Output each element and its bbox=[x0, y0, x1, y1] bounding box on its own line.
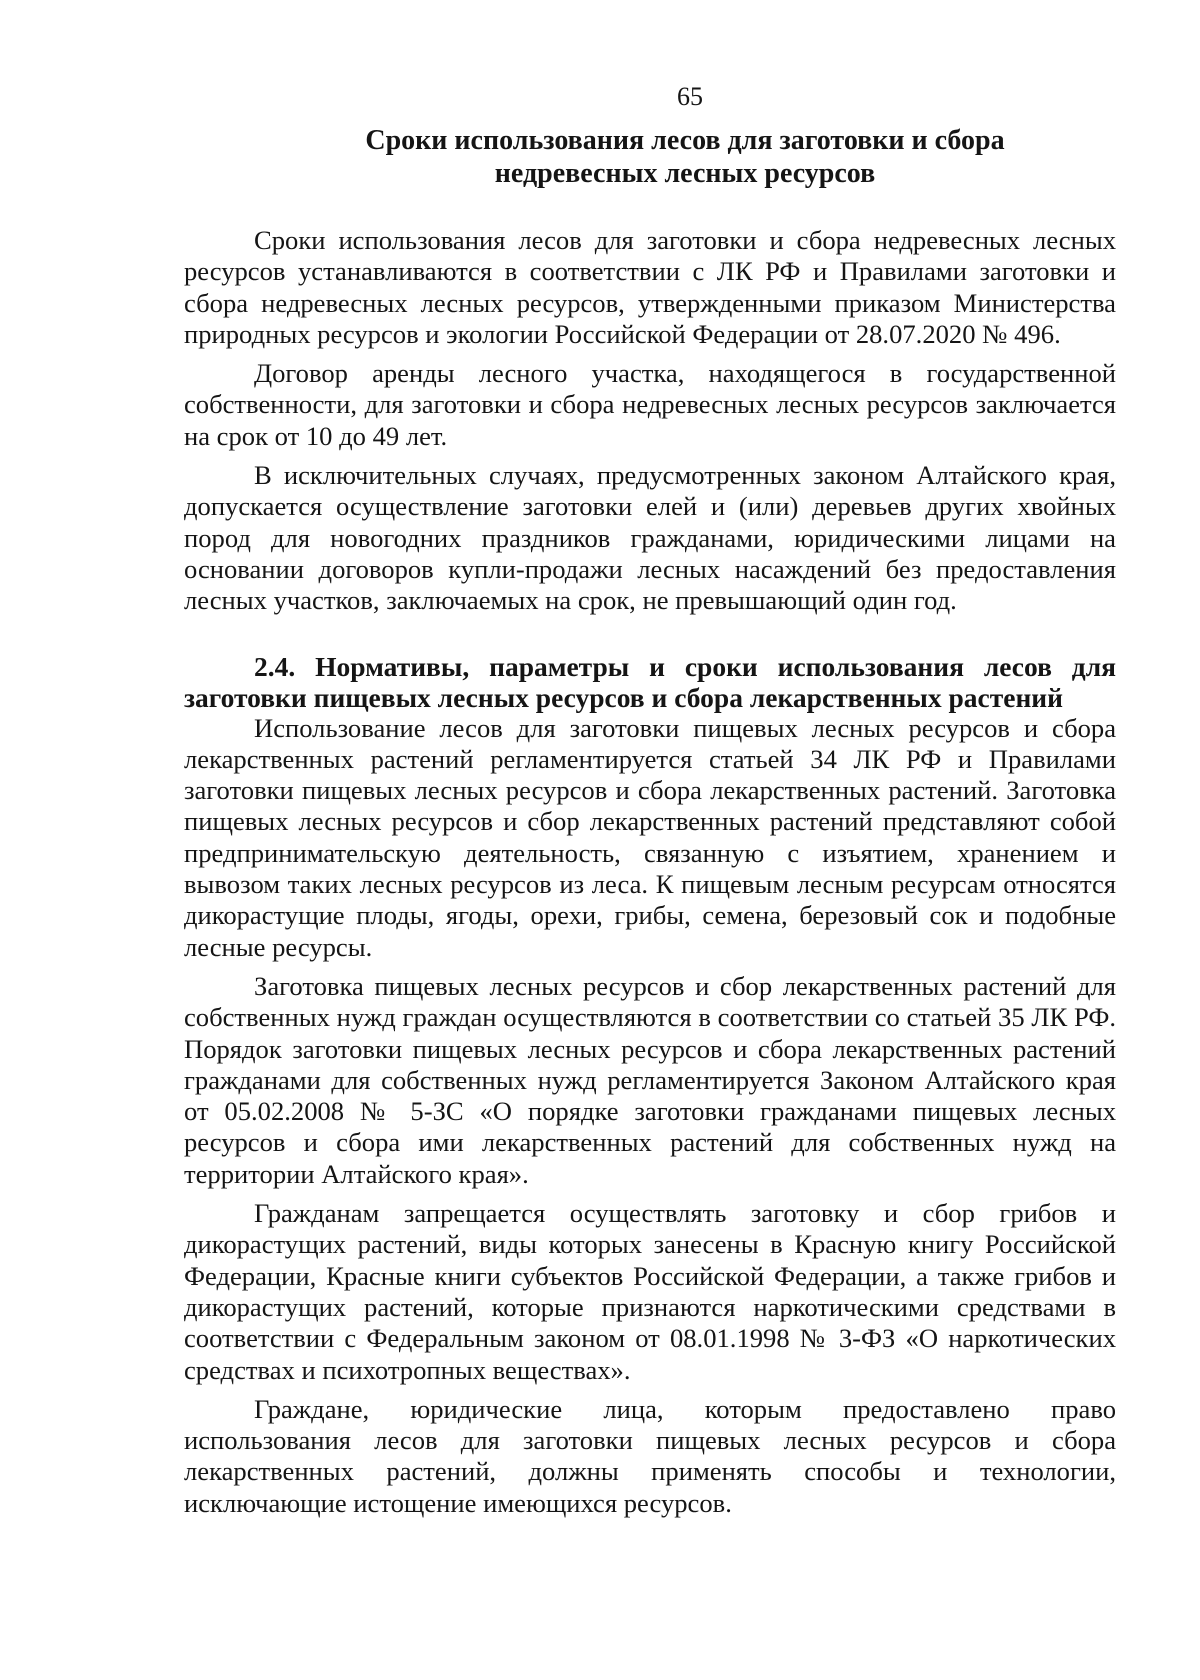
document-body bbox=[184, 225, 1116, 1519]
paragraph: Использование лесов для заготовки пищевых лесных ресурсов и сбора лекарственных растений регламентируется статьей 34 ЛК РФ и Правилами заготовки пищевых лесных ресурсов и сбора лекарственных растений. Заготовка пищевых лесных ресурсов и сбор лекарственных растений представляют собой предпринимательскую деятельность, связанную с изъятием, хранением и вывозом таких лесных ресурсов из леса. К пищевым лесным ресурсам относятся дикорастущие плоды, ягоды, орехи, грибы, семена, березовый сок и подобные лесные ресурсы. bbox=[184, 712, 1116, 962]
section-heading: 2.4. Нормативы, параметры и сроки использования лесов для заготовки пищевых лесных ресурсов и сбора лекарственных растений bbox=[184, 650, 1116, 713]
paragraph: Граждане, юридические лица, которым предоставлено право использования лесов для заготовки пищевых лесных ресурсов и сбора лекарственных растений, должны применять способы и технологии, исключающие истощение имеющихся ресурсов. bbox=[184, 1393, 1116, 1518]
paragraph: Сроки использования лесов для заготовки и сбора недревесных лесных ресурсов устанавливаются в соответствии с ЛК РФ и Правилами заготовки и сбора недревесных лесных ресурсов, утвержденными приказом Министерства природных ресурсов и экологии Российской Федерации от 28.07.2020 № 496. bbox=[184, 225, 1116, 349]
paragraph: Гражданам запрещается осуществлять заготовку и сбор грибов и дикорастущих растений, виды которых занесены в Красную книгу Российской Федерации, Красные книги субъектов Российской Федерации, а также грибов и дикорастущих растений, которые признаются наркотическими средствами в соответствии с Федеральным законом от 08.01.1998 № 3-ФЗ «О наркотических средствах и психотропных веществах». bbox=[184, 1198, 1116, 1385]
paragraph: Заготовка пищевых лесных ресурсов и сбор лекарственных растений для собственных нужд граждан осуществляются в соответствии со статьей 35 ЛК РФ. Порядок заготовки пищевых лесных ресурсов и сбора лекарственных растений гражданами для собственных нужд регламентируется Законом Алтайского края от 05.02.2008 № 5-ЗС «О порядке заготовки гражданами пищевых лесных ресурсов и сбора ими лекарственных растений для собственных нужд на территории Алтайского края». bbox=[184, 970, 1116, 1189]
paragraph: Договор аренды лесного участка, находящегося в государственной собственности, для заготовки и сбора недревесных лесных ресурсов заключается на срок от 10 до 49 лет. bbox=[184, 358, 1116, 451]
paragraph: В исключительных случаях, предусмотренных законом Алтайского края, допускается осуществление заготовки елей и (или) деревьев других хвойных пород для новогодних праздников гражданами, юридическими лицами на основании договоров купли-продажи лесных насаждений без предоставления лесных участков, заключаемых на срок, не превышающий один год. bbox=[184, 460, 1116, 616]
subsection-title: Сроки использования лесов для заготовки и сбора недревесных лесных ресурсов bbox=[365, 125, 1005, 189]
page-number: 65 bbox=[677, 82, 703, 111]
